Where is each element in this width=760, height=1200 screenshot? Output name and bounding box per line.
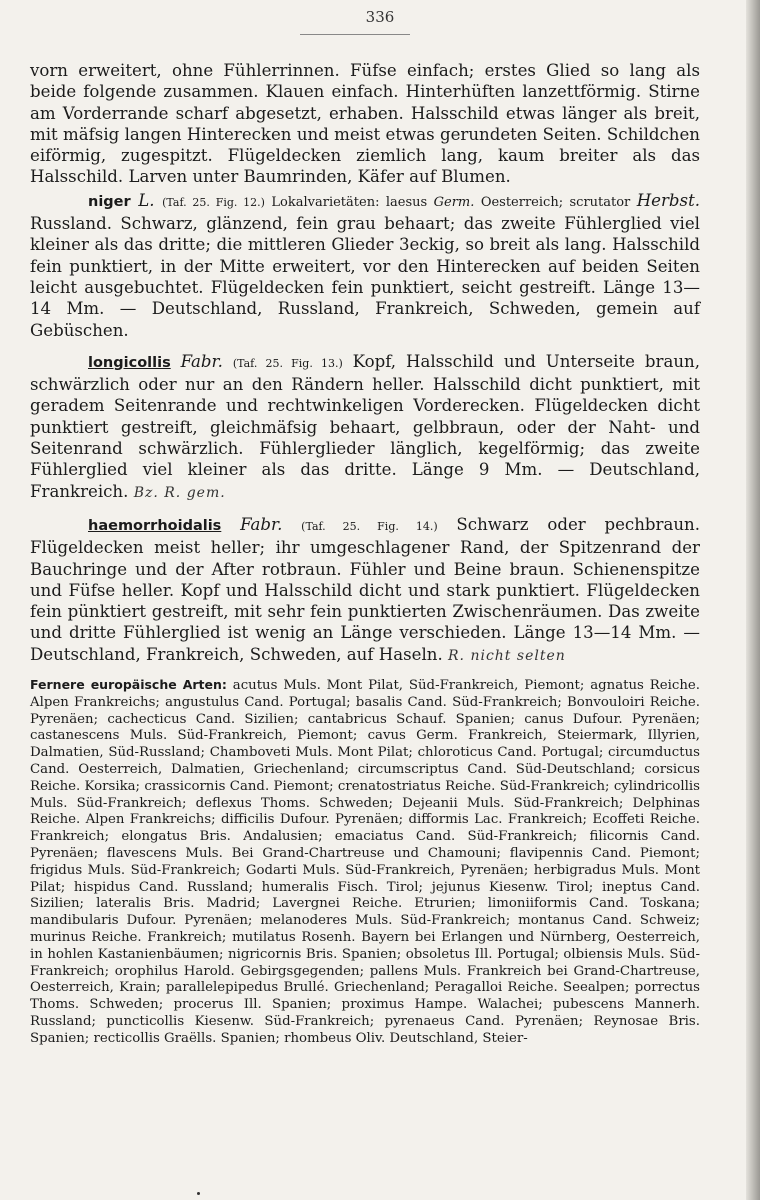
- species-author: L.: [138, 190, 155, 210]
- handwritten-note: R. nicht selten: [448, 647, 566, 664]
- species-text: Oesterreich; scrutator: [474, 194, 637, 210]
- variety-author: Germ.: [433, 194, 475, 210]
- species-text: Russland. Schwarz, glänzend, fein grau behaart; das zweite Fühlerglied viel kleiner als das dritte; die mittleren Glieder 3eckig, so breit als lang. Halsschild fein punktiert, in der Mitte erweitert, vor den Hinterecken auf beiden Seiten leicht ausgebuchtet. Flügeldecken fein punktiert, seicht gestreift. Länge 13—14 Mm. — Deutschland, Russland, Frankreich, Schweden, gemein auf Gebüschen.: [30, 214, 700, 340]
- plate-reference: (Taf. 25. Fig. 14.): [301, 519, 438, 533]
- species-author: Fabr.: [180, 351, 223, 371]
- handwritten-note: Bz. R. gem.: [133, 484, 226, 501]
- further-species-heading: Fernere europäische Arten:: [30, 677, 227, 693]
- plate-reference: (Taf. 25. Fig. 12.): [162, 195, 265, 209]
- header-rule: [300, 34, 410, 35]
- species-entry-haemorrhoidalis: [30, 514, 700, 667]
- species-name: niger: [88, 193, 131, 210]
- plate-reference: (Taf. 25. Fig. 13.): [232, 356, 343, 370]
- species-entry-longicollis: [30, 351, 700, 504]
- species-entry-niger: [30, 190, 700, 341]
- page-body: [30, 60, 700, 1048]
- species-author: Fabr.: [240, 514, 283, 534]
- species-text: Lokalvarietäten: laesus: [264, 194, 434, 210]
- species-name: haemorrhoidalis: [88, 517, 222, 534]
- book-spine-shadow: [746, 0, 760, 1200]
- variety-author: Herbst.: [636, 190, 701, 210]
- further-species-list: [30, 677, 700, 1048]
- further-species-text: acutus Muls. Mont Pilat, Süd-Frankreich, Piemont; agnatus Reiche. Alpen Frankreichs; angustulus Cand. Portugal; basalis Cand. Süd-Frankreich; Bonvouloiri Reiche. Pyrenäen; cachecticus Cand. Sizilien; cantabricus Schauf. Spanien; canus Dufour. Pyrenäen; castanescens Muls. Süd-Frankreich, Piemont; cavus Germ. Frankreich, Steiermark, Illyrien, Dalmatien, Süd-Russland; Chamboveti Muls. Mont Pilat; chloroticus Cand. Portugal; circumductus Cand. Oesterreich, Dalmatien, Griechenland; circumscriptus Cand. Süd-Deutschland; corsicus Reiche. Korsika; crassicornis Cand. Piemont; crenatostriatus Reiche. Süd-Frankreich; cylindricollis Muls. Süd-Frankreich; deflexus Thoms. Schweden; Dejeanii Muls. Süd-Frankreich; Delphinas Reiche. Alpen Frankreichs; difficilis Dufour. Pyrenäen; difformis Lac. Frankreich; Ecoffeti Reiche. Frankreich; elongatus Bris. Andalusien; emaciatus Cand. Süd-Frankreich; filicornis Cand. Pyrenäen; flavescens Muls. Bei Grand-Chartreuse und Chamouni; flavipennis Cand. Piemont; frigidus Muls. Süd-Frankreich; Godarti Muls. Süd-Frankreich, Pyrenäen; herbigradus Muls. Mont Pilat; hispidus Cand. Russland; humeralis Fisch. Tirol; jejunus Kiesenw. Tirol; ineptus Cand. Sizilien; lateralis Bris. Madrid; Lavergnei Reiche. Etrurien; limoniiformis Cand. Toskana; mandibularis Dufour. Pyrenäen; melanoderes Muls. Süd-Frankreich; montanus Cand. Schweiz; murinus Reiche. Frankreich; mutilatus Rosenh. Bayern bei Erlangen und Nürnberg, Oesterreich, in hohlen Kastanienbäumen; nigricornis Bris. Spanien; obsoletus Ill. Portugal; olbiensis Muls. Süd-Frankreich; orophilus Harold. Gebirgsgegenden; pallens Muls. Frankreich bei Grand-Chartreuse, Oesterreich, Krain; parallelepipedus Brullé. Griechenland; Peragalloi Reiche. Seealpen; porrectus Thoms. Schweden; procerus Ill. Spanien; proximus Hampe. Walachei; pubescens Mannerh. Russland; puncticollis Kiesenw. Süd-Frankreich; pyrenaeus Cand. Pyrenäen; Reynosae Bris. Spanien; recticollis Graëlls. Spanien; rhombeus Oliv. Deutschland, Steier-: [30, 678, 700, 1046]
- ink-speck: [197, 1192, 200, 1195]
- page-number: 336: [365, 8, 395, 26]
- species-text: Kopf, Halsschild und Unterseite braun, schwärzlich oder nur an den Rändern heller. Halsschild dicht punktiert, mit geradem Seitenrande und rechtwinkeligen Vorderecken. Flügeldecken dicht punktiert gestreift, gleichmäfsig behaart, gelbbraun, oder der Naht- und Seitenrand schwärzlich. Fühlerglieder länglich, kegelförmig; das zweite Fühlerglied viel kleiner als das dritte. Länge 9 Mm. — Deutschland, Frankreich.: [30, 351, 700, 501]
- genus-description: vorn erweitert, ohne Fühlerrinnen. Füfse einfach; erstes Glied so lang als beide folgende zusammen. Klauen einfach. Hinterhüften lanzettförmig. Stirne am Vorderrande scharf abgesetzt, erhaben. Halsschild etwas länger als breit, mit mäfsig langen Hinterecken und meist etwas gerundeten Seiten. Schildchen eiförmig, zugespitzt. Flügeldecken ziemlich lang, kaum breiter als das Halsschild. Larven unter Baumrinden, Käfer auf Blumen.: [30, 61, 700, 187]
- species-text: Schwarz oder pechbraun. Flügeldecken meist heller; ihr umgeschlagener Rand, der Spitzenrand der Bauchringe und der After rotbraun. Fühler und Beine braun. Schienenspitze und Füfse heller. Kopf und Halsschild dicht und stark punktiert. Flügeldecken fein pünktiert gestreift, mit sehr fein punktierten Zwischenräumen. Das zweite und dritte Fühlerglied ist wenig an Länge verschieden. Länge 13—14 Mm. — Deutschland, Frankreich, Schweden, auf Haseln.: [30, 514, 700, 664]
- species-name: longicollis: [88, 354, 171, 371]
